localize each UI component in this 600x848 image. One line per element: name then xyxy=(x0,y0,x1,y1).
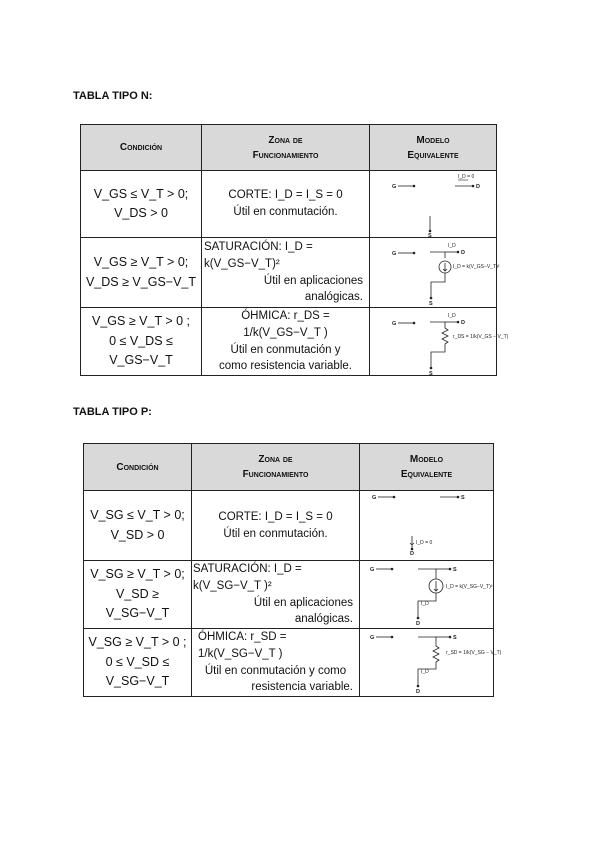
header-modelo xyxy=(360,444,494,491)
condition-cell xyxy=(84,629,192,697)
current-equation-label: I_D = k(V_SG−V_T)² xyxy=(446,584,493,590)
drain-label: D xyxy=(410,551,414,557)
header-zona-line2: Funcionamiento xyxy=(252,149,319,161)
zone-line2: Útil en aplicaciones xyxy=(263,274,363,287)
gate-label: G xyxy=(392,321,397,327)
table-header-row xyxy=(84,444,494,491)
resistance-equation-label: r_DS = 1/k(V_GS − V_T) xyxy=(453,334,509,340)
drain-label: D xyxy=(416,621,420,627)
condition-line2: V_DS ≥ V_GS−V_T xyxy=(85,274,197,289)
source-label: S xyxy=(428,233,432,239)
condition-line1: V_GS ≤ V_T > 0; xyxy=(93,186,189,201)
condition-cell xyxy=(81,308,202,376)
condition-line2: V_DS > 0 xyxy=(114,206,168,220)
drain-current-label: I_D xyxy=(421,601,429,607)
zone-line3: como resistencia variable. xyxy=(219,360,352,373)
header-modelo-line1: Modelo xyxy=(416,134,450,146)
zone-line3: analógicas. xyxy=(294,613,353,626)
table-row xyxy=(81,171,497,238)
gate-label: G xyxy=(392,184,397,190)
condition-line2: V_SD > 0 xyxy=(110,527,165,542)
condition-line1: V_SG ≤ V_T > 0; xyxy=(90,508,185,523)
model-cell xyxy=(370,308,509,377)
drain-current-label: I_D xyxy=(448,243,456,249)
header-condicion: Condición xyxy=(84,444,192,491)
header-modelo-line2: Equivalente xyxy=(407,149,459,161)
zone-line3: analógicas. xyxy=(304,291,363,304)
zone-line2: Útil en conmutación y xyxy=(230,343,341,356)
drain-current-label: I_D xyxy=(421,669,429,675)
mosfet-p-saturacion-diagram xyxy=(360,561,494,629)
zone-cell xyxy=(192,491,360,561)
header-condicion: Condición xyxy=(81,125,202,171)
header-modelo xyxy=(370,125,497,171)
zone-line1: ÓHMICA: r_SD = 1/k(V_SG−V_T ) xyxy=(198,631,287,660)
zone-cell xyxy=(202,238,370,308)
zone-line1: CORTE: I_D = I_S = 0 xyxy=(228,189,343,202)
gate-label: G xyxy=(392,251,397,257)
zone-line1: CORTE: I_D = I_S = 0 xyxy=(218,510,333,523)
source-label: S xyxy=(461,495,465,501)
table-header-row xyxy=(81,125,497,171)
zone-line2: Útil en conmutación. xyxy=(223,527,328,540)
header-modelo-line1: Modelo xyxy=(409,454,444,465)
title-tabla-n: TABLA TIPO N: xyxy=(73,90,153,102)
current-equation-label: I_D = k(V_GS−V_T)² xyxy=(453,264,500,270)
header-zona-line1: Zona de xyxy=(258,454,293,465)
resistance-equation-label: r_SD = 1/k(V_SG − V_T) xyxy=(446,650,502,656)
zone-cell xyxy=(202,308,370,376)
zone-line1: SATURACIÓN: I_D = k(V_SG−V_T )² xyxy=(193,563,302,592)
mosfet-n-ohmica-diagram xyxy=(370,308,509,377)
zone-line2: Útil en conmutación. xyxy=(233,206,338,218)
header-zona-line1: Zona de xyxy=(268,134,303,146)
condition-line1: V_SG ≥ V_T > 0; xyxy=(90,567,185,582)
condition-cell xyxy=(81,238,202,308)
drain-current-label: I_D xyxy=(448,313,456,319)
drain-current-label: I_D = 0 xyxy=(416,540,433,546)
source-label: S xyxy=(429,301,433,307)
model-cell xyxy=(370,238,500,308)
condition-line1: V_SG ≥ V_T > 0 ; xyxy=(88,635,187,650)
condition-cell xyxy=(84,491,192,561)
header-zona xyxy=(202,125,370,171)
mosfet-p-corte-diagram xyxy=(360,491,494,561)
table-tipo-p xyxy=(83,443,502,697)
title-tabla-p: TABLA TIPO P: xyxy=(73,406,152,418)
table-row xyxy=(81,308,497,376)
gate-label: G xyxy=(370,635,375,641)
condition-line2: 0 ≤ V_DS ≤ V_GS−V_T xyxy=(109,333,173,368)
model-cell xyxy=(360,491,494,561)
condition-line1: V_GS ≥ V_T > 0 ; xyxy=(92,314,190,329)
zone-line2: Útil en conmutación y como xyxy=(204,664,347,677)
header-modelo-line2: Equivalente xyxy=(400,469,453,480)
zone-line1: ÓHMICA: r_DS = 1/k(V_GS−V_T ) xyxy=(241,310,330,339)
table-row xyxy=(81,238,497,308)
source-label: S xyxy=(453,567,457,573)
gate-label: G xyxy=(370,567,375,573)
drain-current-label: I_D = 0 xyxy=(458,174,475,180)
condition-cell xyxy=(84,561,192,629)
condition-line2: 0 ≤ V_SD ≤ V_SG−V_T xyxy=(105,654,170,689)
header-zona xyxy=(192,444,360,491)
model-cell xyxy=(360,629,502,697)
mosfet-n-saturacion-diagram xyxy=(370,238,500,308)
table-row xyxy=(84,561,494,629)
condition-cell xyxy=(81,171,202,238)
zone-line2: Útil en aplicaciones xyxy=(253,596,353,609)
zone-cell xyxy=(192,561,360,629)
gate-label: G xyxy=(372,495,377,501)
table-row xyxy=(84,629,494,697)
condition-line1: V_GS ≥ V_T > 0; xyxy=(93,255,189,270)
table-tipo-n xyxy=(80,124,509,377)
table-row xyxy=(84,491,494,561)
drain-label: D xyxy=(476,184,480,190)
zone-line1: SATURACIÓN: I_D = k(V_GS−V_T)² xyxy=(204,241,313,270)
drain-label: D xyxy=(461,250,465,256)
source-label: S xyxy=(429,371,433,377)
model-cell xyxy=(370,171,497,238)
drain-label: D xyxy=(461,320,465,326)
zone-line3: resistencia variable. xyxy=(251,681,353,694)
condition-line2: V_SD ≥ V_SG−V_T xyxy=(105,586,170,621)
zone-cell xyxy=(202,171,370,238)
model-cell xyxy=(360,561,494,629)
mosfet-n-corte-diagram xyxy=(370,171,497,238)
mosfet-p-ohmica-diagram xyxy=(360,629,502,697)
drain-label: D xyxy=(416,689,420,695)
zone-cell xyxy=(192,629,360,697)
source-label: S xyxy=(453,635,457,641)
header-zona-line2: Funcionamiento xyxy=(242,469,309,480)
